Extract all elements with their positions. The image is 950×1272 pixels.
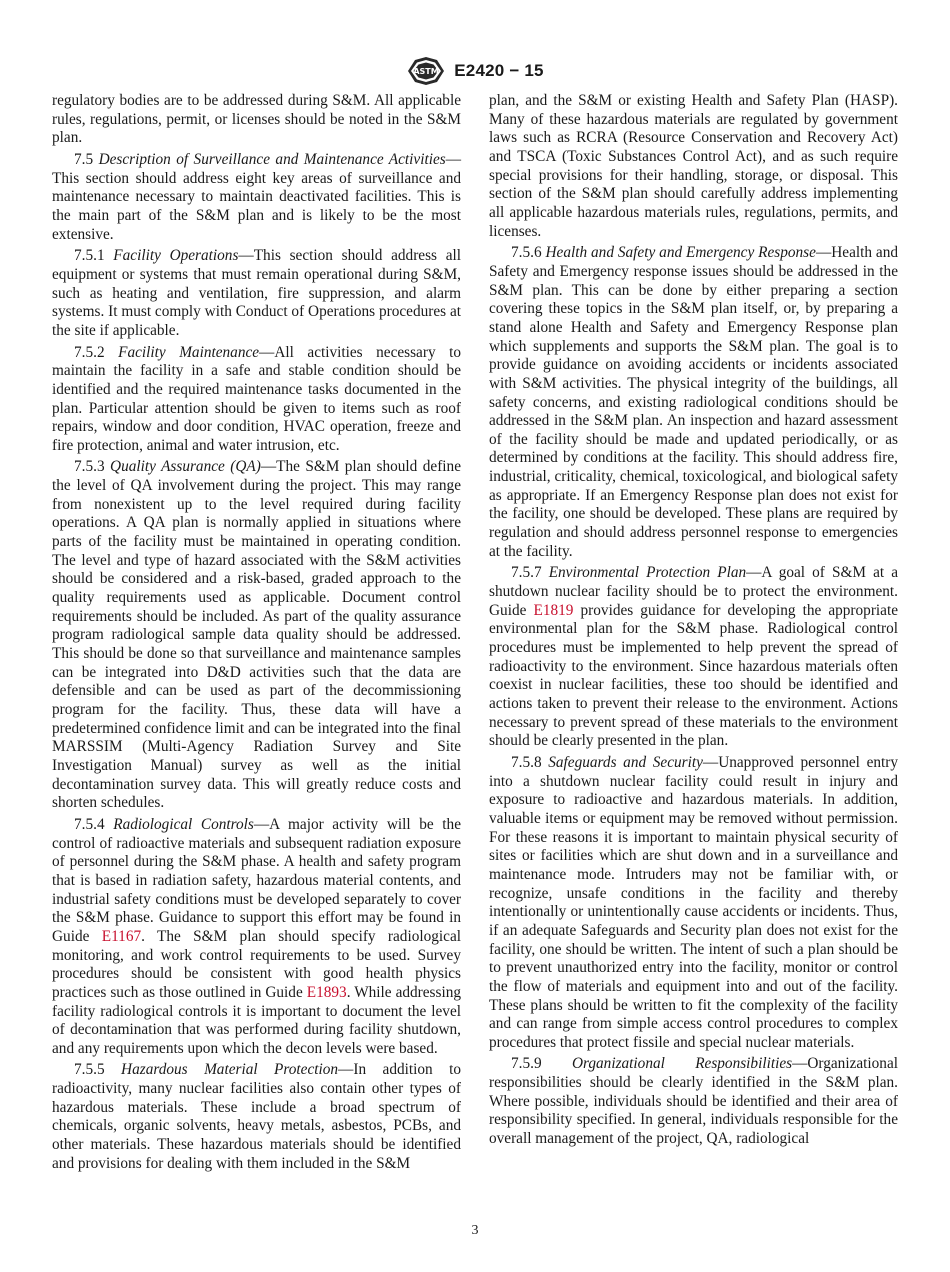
section-7-5-9: 7.5.9 Organizational Responsibilities—Organizational responsibilities should be clearly identified in the S&M plan. Where possible, individuals should be identified and their area of responsibility specified. In general, individuals responsible for the overall management of the project, QA, radiological	[489, 1055, 898, 1148]
section-heading: Description of Surveillance and Maintenance Activities	[98, 150, 446, 168]
section-text: All activities necessary to maintain the facility in a safe and stable condition should be identified and the required maintenance tasks documented in the plan. Particular attention should be given to items such as roof repairs, window and door condition, HVAC operation, freeze and fire protection, animal and water intrusion, etc.	[52, 343, 461, 454]
section-7-5-4: 7.5.4 Radiological Controls—A major activity will be the control of radioactive materials and subsequent radiation exposure of personnel during the S&M phase. A health and safety program that is based in radiation safety, hazardous material contents, and industrial safety conditions must be developed separately to cover the S&M phase. Guidance to support this effort may be found in Guide E1167. The S&M plan should specify radiological monitoring, and work control requirements to be used. Survey procedures should be consistent with good health physics practices such as those outlined in Guide E1893. While addressing facility radiological controls it is important to document the level of decontamination that was performed during facility shutdown, and any requirements upon which the decon levels were based.	[52, 815, 462, 1057]
section-7-5: 7.5 Description of Surveillance and Maintenance Activities—This section should address eight key areas of surveillance and maintenance necessary to maintain deactivated facilities. This is the main part of the S&M plan and is likely to be the most extensive.	[52, 150, 462, 243]
section-7-5-5: 7.5.5 Hazardous Material Protection—In addition to radioactivity, many nuclear facilities also contain other types of hazardous materials. These include a broad spectrum of chemicals, organic solvents, heavy metals, asbestos, PCBs, and other materials. These hazardous materials should be identified and provisions for dealing with them included in the S&M	[52, 1061, 461, 1172]
reference-link-e1893[interactable]: E1893	[306, 983, 347, 1001]
section-number: 7.5.3	[74, 458, 105, 476]
section-number: 7.5.8	[511, 753, 542, 771]
document-id: E2420 − 15	[454, 61, 544, 80]
section-text: Health and Safety and Emergency response issues should be addressed in the S&M plan. This can be done by either preparing a section covering these topics in the S&M plan itself, or, by preparing a stand alone Health and Safety and Emergency Response plan which supplements and supports the S&M plan. The goal is to provide guidance on avoiding accidents or incidents associated with S&M activities. The physical integrity of the buildings, all safety concerns, and existing radiological conditions should be addressed in the S&M plan. An inspection and hazard assessment of the facility should be made and updated periodically, or as determined by conditions at the facility. This should address fire, industrial, criticality, chemical, toxicological, and biological safety as appropriate. If an Emergency Response plan does not exist for the facility, one should be developed. These plans are required by regulation and should address personnel response to emergencies at the facility.	[489, 244, 898, 560]
section-number: 7.5.7	[511, 564, 542, 582]
section-7-5-7: 7.5.7 Environmental Protection Plan—A goal of S&M at a shutdown nuclear facility should be to protect the environment. Guide E1819 provides guidance for developing the appropriate environmental plan for the S&M phase. Radiological control procedures must be implemented to help prevent the spread of radioactivity to the environment. Since hazardous materials often coexist in nuclear facilities, these too should be identified and actions taken to prevent their release to the environment. Actions necessary to prevent spread of these materials to the environment should be clearly presented in the plan.	[489, 564, 898, 750]
section-7-5-1: 7.5.1 Facility Operations—This section should address all equipment or systems that must remain operational during S&M, such as heating and ventilation, fire suppression, and alarm systems. It must comply with Conduct of Operations procedures at the site if applicable.	[52, 247, 461, 339]
section-number: 7.5.4	[74, 815, 105, 833]
section-text: Organizational responsibilities should be clearly identified in the S&M plan. Where possible, individuals should be identified and their area of responsibility specified. In general, individuals responsible for the overall management of the project, QA, radiological	[489, 1055, 898, 1148]
section-7-5-3: 7.5.3 Quality Assurance (QA)—The S&M plan should define the level of QA involvement during the project. This may range from nonexistent up to the level required during facility operations. A QA plan is normally applied in situations where parts of the facility must be maintained in operating condition. The level and type of hazard associated with the S&M activities should be considered and a risk-based, graded approach to the quality requirements used as applicable. Document control requirements should be included. As part of the quality assurance program radiological sample data quality should be addressed. This should be done so that surveillance and maintenance samples can be integrated into D&D activities such that the data are defensible and can be used as part of the decommissioning program for the facility. Thus, these data will have a predetermined confidence limit and can be integrated into the final MARSSIM (Multi-Agency Radiation Survey and Site Investigation Manual) survey as well as the initial decontamination survey data. This will greatly reduce costs and shorten schedules.	[52, 458, 461, 812]
right-column	[489, 92, 898, 1149]
section-heading: Organizational Responsibilities	[571, 1055, 793, 1073]
svg-text:ASTM: ASTM	[413, 67, 439, 76]
section-number: 7.5.2	[74, 343, 105, 361]
paragraph-continuation: regulatory bodies are to be addressed during S&M. All applicable rules, regulations, permit, or licenses should be noted in the S&M plan.	[52, 92, 461, 147]
section-7-5-2: 7.5.2 Facility Maintenance—All activities necessary to maintain the facility in a safe and stable condition should be identified and the required maintenance tasks documented in the plan. Particular attention should be given to items such as roof repairs, window and door condition, HVAC operation, freeze and fire protection, animal and water intrusion, etc.	[52, 343, 461, 454]
section-text: The S&M plan should define the level of QA involvement during the project. This may range from nonexistent up to the level required during facility operations. A QA plan is normally applied in situations where parts of the facility must be maintained in operating condition. The level and type of hazard associated with the S&M activities should be considered and a risk-based, graded approach to the quality requirements used as applicable. Document control requirements should be included. As part of the quality assurance program radiological sample data quality should be addressed. This should be done so that surveillance and maintenance samples can be integrated into D&D activities such that the data are defensible and can be used as part of the decommissioning program for the facility. Thus, these data will have a predetermined confidence limit and can be integrated into the final MARSSIM (Multi-Agency Radiation Survey and Site Investigation Manual) survey as well as the initial decontamination survey data. This will greatly reduce costs and shorten schedules.	[52, 458, 461, 812]
section-heading: Health and Safety and Emergency Response	[545, 244, 816, 262]
section-number: 7.5.5	[74, 1061, 105, 1079]
section-heading: Hazardous Material Protection	[121, 1061, 339, 1079]
section-heading: Quality Assurance (QA)	[110, 458, 261, 476]
reference-link-e1819[interactable]: E1819	[533, 601, 574, 619]
section-text: This section should address all equipment or systems that must remain operational during S&M, such as heating and ventilation, fire suppression, and alarm systems. It must comply with Conduct of Operations procedures at the site if applicable.	[52, 247, 461, 339]
page-header	[0, 56, 950, 86]
reference-link-e1167[interactable]: E1167	[101, 927, 142, 945]
left-column	[52, 92, 461, 1173]
section-heading: Environmental Protection Plan	[548, 564, 747, 582]
section-text: This section should address eight key areas of surveillance and maintenance necessary to maintain deactivated facilities. This is the main part of the S&M plan and is likely to be the most extensive.	[52, 169, 461, 243]
section-heading: Safeguards and Security	[548, 753, 703, 771]
section-number: 7.5.1	[74, 247, 105, 265]
section-heading: Facility Operations	[113, 247, 239, 265]
section-text: Unapproved personnel entry into a shutdown nuclear facility could result in injury and exposure to radioactive and hazardous materials. In addition, valuable items or equipment may be removed without permission. For these reasons it is important to maintain physical security of sites or facilities which are shut down and in a surveillance and maintenance mode. Intruders may not be familiar with, or recognize, unsafe conditions in the facility and thereby intentionally or unintentionally cause accidents or incidents. Thus, if an adequate Safeguards and Security plan does not exist for the facility, one should be written. The intent of such a plan should be to prevent unauthorized entry into the facility, monitor or control the flow of materials and equipment into and out of the facility. These plans should be written to fit the complexity of the facility and can range from simple access control procedures to complex procedures that protect fissile and special nuclear materials.	[489, 753, 898, 1051]
section-7-5-8: 7.5.8 Safeguards and Security—Unapproved personnel entry into a shutdown nuclear facility could result in injury and exposure to radioactive and hazardous materials. In addition, valuable items or equipment may be removed without permission. For these reasons it is important to maintain physical security of sites or facilities which are shut down and in a surveillance and maintenance mode. Intruders may not be familiar with, or recognize, unsafe conditions in the facility and thereby intentionally or unintentionally cause accidents or incidents. Thus, if an adequate Safeguards and Security plan does not exist for the facility, one should be written. The intent of such a plan should be to prevent unauthorized entry into the facility, monitor or control the flow of materials and equipment into and out of the facility. These plans should be written to fit the complexity of the facility and can range from simple access control procedures to complex procedures that protect fissile and special nuclear materials.	[489, 753, 898, 1051]
astm-logo-icon	[406, 56, 446, 86]
section-number: 7.5	[74, 150, 94, 168]
paragraph-continuation: plan, and the S&M or existing Health and Safety Plan (HASP). Many of these hazardous materials are regulated by government laws such as RCRA (Resource Conservation and Recovery Act) and TSCA (Toxic Substances Control Act), and as such require special provisions for their handling, storage, or disposal. This section of the S&M plan should carefully address implementing all applicable hazardous materials rules, regulations, permits, and licenses.	[489, 92, 898, 240]
section-number: 7.5.6	[511, 244, 542, 262]
section-text: In addition to radioactivity, many nuclear facilities also contain other types of hazardous materials. These include a broad spectrum of chemicals, organic solvents, heavy metals, asbestos, PCBs, and other materials. These hazardous materials should be identified and provisions for dealing with them included in the S&M	[52, 1061, 461, 1172]
page-number: 3	[471, 1223, 479, 1238]
section-heading: Facility Maintenance	[118, 343, 260, 361]
section-heading: Radiological Controls	[113, 815, 254, 833]
section-7-5-6: 7.5.6 Health and Safety and Emergency Response—Health and Safety and Emergency response issues should be addressed in the S&M plan. This can be done by either preparing a section covering these topics in the S&M plan itself, or, by preparing a stand alone Health and Safety and Emergency Response plan which supplements and supports the S&M plan. The goal is to provide guidance on avoiding accidents or incidents associated with S&M activities. The physical integrity of the buildings, all safety concerns, and existing radiological conditions should be addressed in the S&M plan. An inspection and hazard assessment of the facility should be made and updated periodically, or as determined by conditions at the facility. This should address fire, industrial, criticality, chemical, toxicological, and biological safety as appropriate. If an Emergency Response plan does not exist for the facility, one should be developed. These plans are required by regulation and should address personnel response to emergencies at the facility.	[489, 244, 898, 560]
section-number: 7.5.9	[511, 1055, 542, 1073]
